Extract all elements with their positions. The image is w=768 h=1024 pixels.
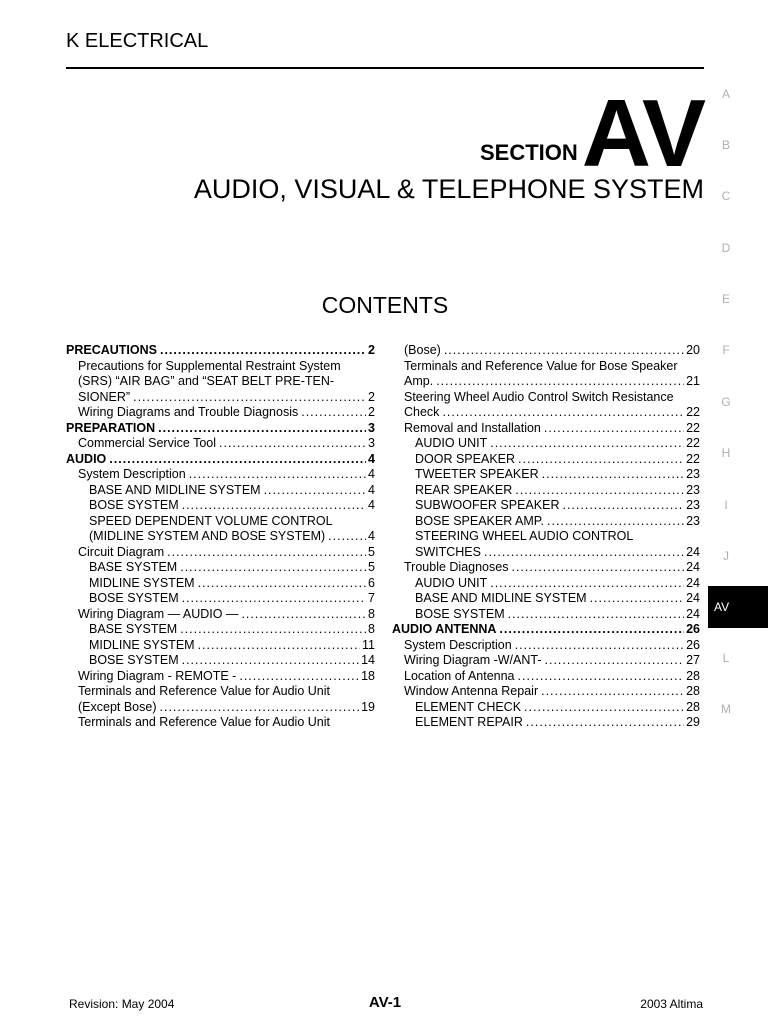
toc-entry[interactable] [66,591,375,607]
part-label: K ELECTRICAL [66,30,209,52]
toc-leader-dots [167,545,366,561]
toc-entry-title: MIDLINE SYSTEM [89,575,195,590]
toc-entry-title: BOSE SPEAKER AMP. [415,513,544,528]
toc-entry-page: 4 [368,467,375,481]
toc-entry-page: 24 [686,544,700,559]
toc-entry-title: (Except Bose) [78,699,157,714]
toc-entry-page: 23 [686,467,700,481]
toc-leader-dots [241,607,366,623]
toc-entry-title: BOSE SYSTEM [89,498,179,512]
toc-entry-page: 29 [686,715,700,729]
toc-entry-title: Wiring Diagram - REMOTE - [78,668,237,683]
toc-entry[interactable] [392,374,700,390]
toc-entry-title: BOSE SYSTEM [415,606,505,621]
toc-leader-dots [189,467,366,483]
toc-entry[interactable] [66,498,375,514]
toc-entry-title: BASE SYSTEM [89,622,178,636]
section-word: SECTION [479,140,578,165]
toc-leader-dots [109,452,366,468]
toc-leader-dots [180,622,366,638]
toc-entry-page: 19 [361,699,375,714]
toc-entry[interactable] [392,436,700,452]
toc-entry-page: 26 [686,622,700,636]
toc-entry-page: 6 [368,575,375,590]
toc-entry-page: 28 [686,668,700,683]
toc-entry[interactable] [392,684,700,700]
toc-entry-page: 14 [361,653,375,667]
toc-entry-title: Check [404,405,440,419]
section-code: AV [581,80,704,187]
toc-entry-page: 24 [686,606,700,621]
toc-entry-title: Terminals and Reference Value for Audio Unit [78,715,330,729]
toc-entry-page: 8 [368,622,375,636]
toc-leader-dots [133,390,366,406]
toc-entry-title: Steering Wheel Audio Control Switch Resistance [404,389,674,404]
toc-leader-dots [590,591,685,607]
side-index-letter[interactable]: D [721,241,731,255]
toc-entry-title: AUDIO ANTENNA [392,622,497,636]
toc-entry[interactable] [392,498,700,514]
toc-entry-title: REAR SPEAKER [415,482,513,497]
toc-entry[interactable] [66,607,375,623]
toc-leader-dots [158,421,366,437]
footer-revision: Revision: May 2004 [69,997,175,1011]
toc-entry[interactable] [392,390,700,406]
toc-entry[interactable] [392,560,700,576]
toc-entry[interactable] [66,669,375,685]
toc-entry-title: STEERING WHEEL AUDIO CONTROL [415,529,634,543]
toc-entry-page: 22 [686,436,700,450]
toc-entry[interactable] [66,374,375,390]
toc-entry-page: 23 [686,482,700,497]
toc-leader-dots [518,452,684,468]
toc-entry-page: 24 [686,591,700,605]
footer-model: 2003 Altima [640,997,703,1011]
side-index [708,0,768,1024]
toc-leader-dots [198,638,360,654]
toc-entry[interactable] [66,405,375,421]
toc-left-column [66,343,375,731]
toc-leader-dots [160,700,360,716]
toc-entry-title: System Description [78,467,186,481]
section-title: AUDIO, VISUAL & TELEPHONE SYSTEM [193,174,704,204]
toc-entry-page: 8 [368,606,375,621]
toc-entry[interactable] [66,359,375,375]
contents-heading: CONTENTS [321,292,449,318]
toc-entry-title: Precautions for Supplemental Restraint System [78,358,341,373]
toc-entry[interactable] [392,638,700,654]
toc-entry[interactable] [66,436,375,452]
toc-entry-title: Window Antenna Repair [404,684,539,698]
toc-entry-page: 5 [368,544,375,559]
toc-entry[interactable] [66,514,375,530]
toc-leader-dots [436,374,684,390]
side-index-letter[interactable]: M [721,702,731,716]
toc-leader-dots [182,591,366,607]
side-index-active-label: AV [714,600,730,614]
toc-leader-dots [518,669,685,685]
toc-leader-dots [499,622,684,638]
toc-entry-title: MIDLINE SYSTEM [89,637,195,652]
toc-entry-title: Removal and Installation [404,420,541,435]
toc-entry-title: BOSE SYSTEM [89,653,179,667]
toc-entry[interactable] [392,653,700,669]
toc-entry-title: Wiring Diagram -W/ANT- [404,653,542,667]
toc-entry-page: 11 [362,637,375,652]
toc-entry-title: (Bose) [404,343,441,357]
toc-entry[interactable] [392,405,700,421]
toc-leader-dots [484,545,684,561]
toc-leader-dots [444,343,684,359]
toc-entry[interactable] [66,576,375,592]
toc-leader-dots [301,405,366,421]
toc-leader-dots [328,529,366,545]
side-index-letter[interactable]: C [721,189,731,203]
toc-leader-dots [544,421,684,437]
toc-section-entry[interactable] [66,343,375,359]
top-rule [66,67,704,69]
toc-entry[interactable] [66,684,375,700]
toc-entry[interactable] [66,545,375,561]
toc-leader-dots [562,498,684,514]
toc-entry-page: 23 [686,498,700,512]
toc-entry-page: 7 [368,591,375,605]
toc-entry-page: 2 [368,389,375,404]
toc-entry-page: 3 [368,420,375,435]
toc-entry-title: SIONER” [78,389,131,404]
toc-leader-dots [515,638,684,654]
toc-entry-title: Commercial Service Tool [78,436,217,450]
toc-entry[interactable] [66,715,375,731]
toc-leader-dots [511,560,684,576]
side-index-letter[interactable]: J [723,549,729,563]
toc-entry-page: 5 [368,560,375,574]
side-index-letter[interactable]: F [722,343,730,357]
side-index-letter[interactable]: G [721,395,731,409]
toc-entry-page: 4 [368,482,375,497]
toc-leader-dots [515,483,684,499]
toc-entry[interactable] [66,622,375,638]
toc-entry[interactable] [66,638,375,654]
toc-entry-page: 22 [686,420,700,435]
side-index-letter[interactable]: I [724,498,728,512]
toc-entry-title: Wiring Diagrams and Trouble Diagnosis [78,405,299,419]
toc-entry-title: TWEETER SPEAKER [415,467,539,481]
toc-leader-dots [490,436,684,452]
toc-entry-title: SUBWOOFER SPEAKER [415,498,560,512]
side-index-letter[interactable]: H [721,446,731,460]
toc-entry-title: Circuit Diagram [78,544,165,559]
toc-right-column [392,343,700,731]
toc-entry-title: (SRS) “AIR BAG” and “SEAT BELT PRE-TEN- [78,374,335,388]
toc-entry-title: BASE SYSTEM [89,560,178,574]
toc-section-entry[interactable] [66,421,375,437]
toc-entry-page: 24 [686,575,700,590]
toc-entry-title: Trouble Diagnoses [404,560,509,574]
toc-entry-page: 24 [686,560,700,574]
toc-entry-title: BASE AND MIDLINE SYSTEM [415,591,587,605]
toc-entry-title: PREPARATION [66,420,156,435]
toc-leader-dots [182,498,366,514]
toc-leader-dots [180,560,366,576]
toc-section-entry[interactable] [392,622,700,638]
toc-leader-dots [219,436,366,452]
toc-entry-page: 4 [368,498,375,512]
toc-entry-title: Terminals and Reference Value for Audio Unit [78,684,330,698]
toc-entry-title: ELEMENT REPAIR [415,715,523,729]
toc-leader-dots [182,653,359,669]
toc-leader-dots [526,715,684,731]
toc-entry[interactable] [392,514,700,530]
toc-entry-title: PRECAUTIONS [66,343,157,357]
toc-leader-dots [541,684,684,700]
toc-entry[interactable] [66,390,375,406]
toc-entry-title: SPEED DEPENDENT VOLUME CONTROL [89,513,333,528]
toc-entry[interactable] [392,467,700,483]
toc-leader-dots [508,607,684,623]
toc-entry-page: 22 [686,405,700,419]
toc-leader-dots [524,700,684,716]
toc-entry[interactable] [392,452,700,468]
footer-page-number: AV-1 [368,994,402,1011]
toc-entry-title: BASE AND MIDLINE SYSTEM [89,482,261,497]
side-index-letter[interactable]: L [722,651,730,665]
toc-leader-dots [160,343,366,359]
toc-leader-dots [239,669,359,685]
toc-entry-title: (MIDLINE SYSTEM AND BOSE SYSTEM) [89,529,326,543]
toc-entry[interactable] [392,591,700,607]
toc-entry[interactable] [66,467,375,483]
toc-entry-page: 21 [686,374,700,388]
side-index-letter[interactable]: B [721,138,730,152]
toc-entry-title: Location of Antenna [404,668,515,683]
toc-entry[interactable] [392,669,700,685]
toc-entry-page: 3 [368,436,375,450]
toc-entry-title: DOOR SPEAKER [415,451,516,466]
toc-leader-dots [198,576,366,592]
toc-entry-title: SWITCHES [415,544,481,559]
toc-entry-page: 26 [686,637,700,652]
toc-entry-title: AUDIO UNIT [415,575,488,590]
toc-entry[interactable] [392,359,700,375]
toc-entry[interactable] [392,545,700,561]
toc-entry[interactable] [392,343,700,359]
toc-section-entry[interactable] [66,452,375,468]
toc-entry-page: 27 [686,653,700,667]
toc-entry-page: 4 [368,451,375,466]
toc-leader-dots [442,405,684,421]
toc-entry-page: 18 [361,668,375,683]
toc-entry-title: ELEMENT CHECK [415,699,522,714]
side-index-letter[interactable]: A [721,87,730,101]
side-index-letter[interactable]: E [721,292,730,306]
toc-entry-page: 23 [686,513,700,528]
toc-entry[interactable] [392,715,700,731]
toc-entry-page: 2 [368,405,375,419]
toc-entry-page: 2 [368,343,375,357]
toc-entry-title: System Description [404,637,512,652]
toc-entry[interactable] [392,607,700,623]
toc-leader-dots [264,483,366,499]
toc-entry[interactable] [66,653,375,669]
toc-entry-title: BOSE SYSTEM [89,591,179,605]
toc-entry-title: AUDIO UNIT [415,436,488,450]
toc-entry[interactable] [392,576,700,592]
toc-leader-dots [490,576,684,592]
toc-entry-page: 28 [686,699,700,714]
toc-entry[interactable] [66,700,375,716]
toc-entry[interactable] [392,700,700,716]
toc-entry[interactable] [66,483,375,499]
toc-entry[interactable] [66,529,375,545]
toc-leader-dots [545,653,685,669]
toc-entry-title: Wiring Diagram — AUDIO — [78,606,239,621]
toc-entry-title: Amp. [404,374,434,388]
side-index-active-tab[interactable] [708,586,768,628]
toc-entry-page: 20 [686,343,700,357]
toc-entry-title: Terminals and Reference Value for Bose Speaker [404,358,678,373]
toc-entry[interactable] [392,483,700,499]
toc-entry[interactable] [66,560,375,576]
toc-entry-page: 22 [686,451,700,466]
section-header [479,80,704,187]
toc-entry-page: 4 [368,529,375,543]
toc-leader-dots [542,467,684,483]
toc-leader-dots [547,514,684,530]
toc-entry-title: AUDIO [66,451,107,466]
toc-entry-page: 28 [686,684,700,698]
toc-entry[interactable] [392,529,700,545]
toc-entry[interactable] [392,421,700,437]
